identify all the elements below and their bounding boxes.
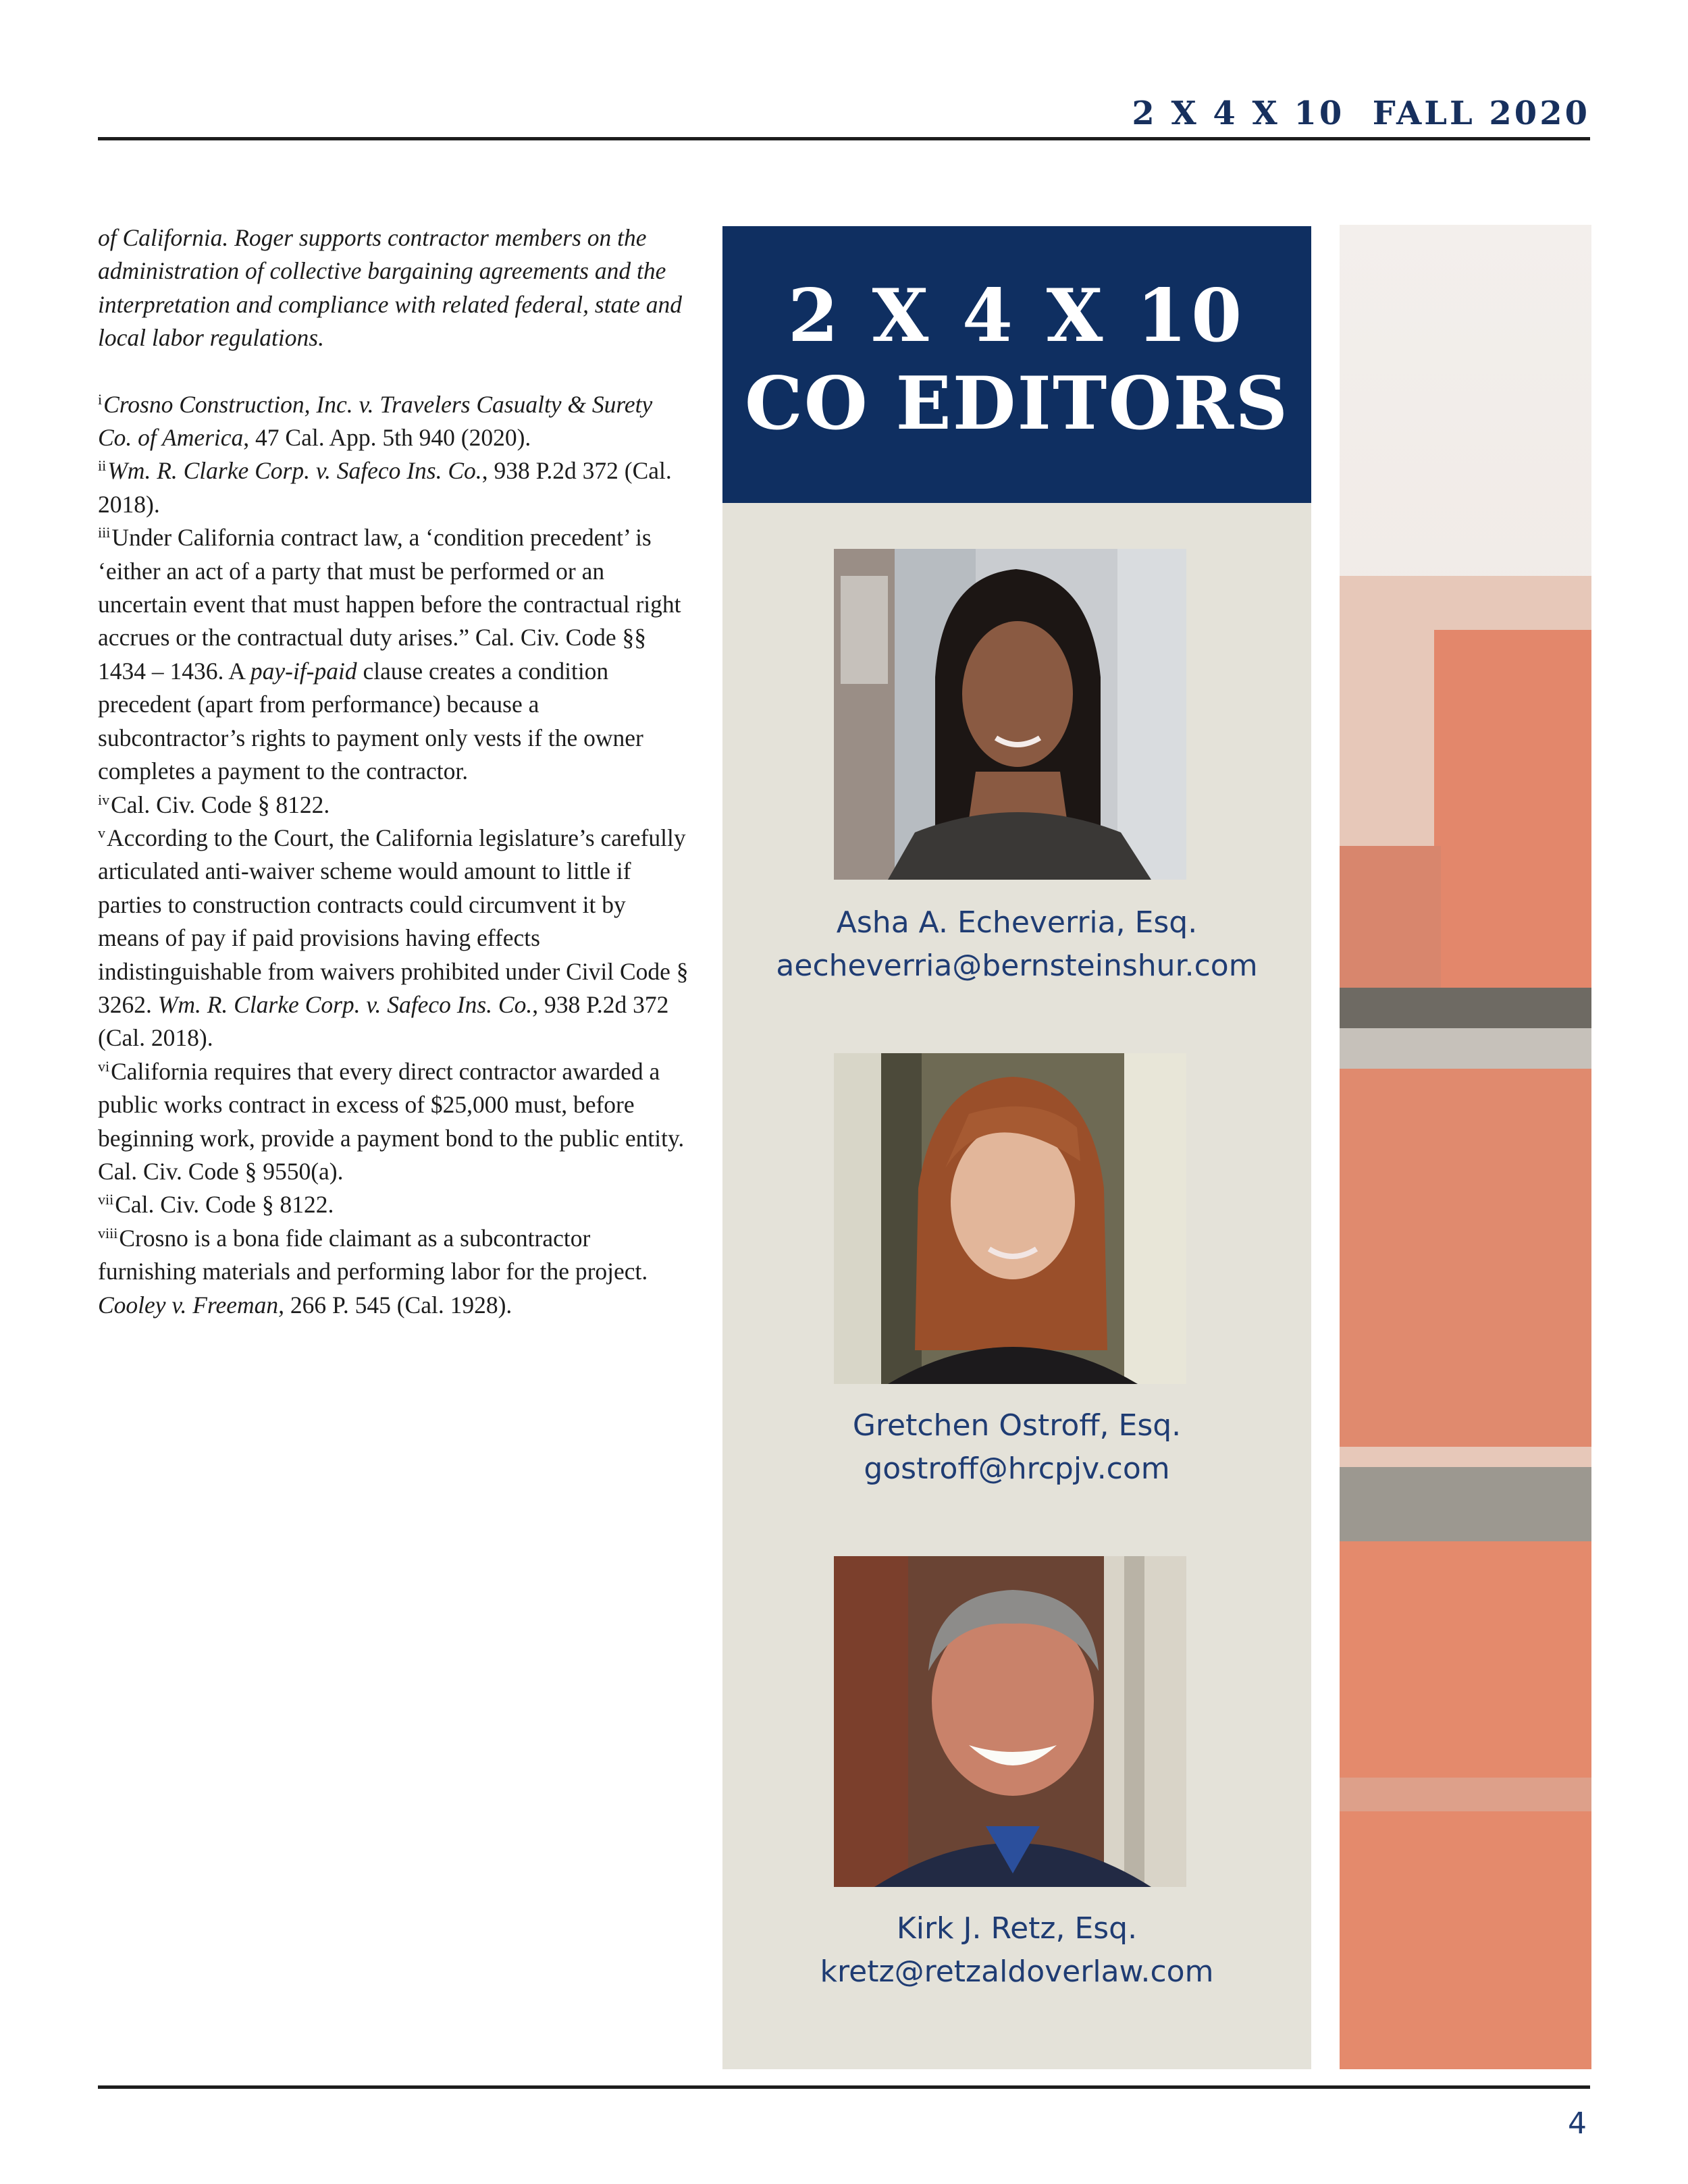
banner-title: 2 X 4 X 10 xyxy=(787,273,1246,358)
case-citation: Cooley v. Freeman, xyxy=(98,1291,285,1319)
editor-photo-ostroff xyxy=(834,1053,1186,1384)
endnote-marker: vii xyxy=(98,1191,114,1208)
editor-email[interactable]: aecheverria@bernsteinshur.com xyxy=(776,949,1258,983)
endnote-text: , 938 P.2d 372 (Cal. 2018). xyxy=(98,457,672,518)
endnote-ii xyxy=(98,454,692,521)
case-citation: Crosno Construction, Inc. v. Travelers Casualty & Surety Co. of America xyxy=(98,390,653,452)
co-editors-banner xyxy=(722,226,1311,503)
page-number: 4 xyxy=(1568,2106,1587,2141)
endnote-v xyxy=(98,822,692,1055)
endnote-text: California requires that every direct contractor awarded a public works contract in excess of $25,000 must, before beginning work, provide a payment bond to the public entity. Cal. Civ. Code § 9550(a). xyxy=(98,1057,685,1185)
header-rule xyxy=(98,137,1590,140)
editor-card-ostroff xyxy=(722,1404,1311,1491)
endnote-text: Cal. Civ. Code § 8122. xyxy=(111,791,330,818)
editor-name: Kirk J. Retz, Esq. xyxy=(896,1911,1138,1946)
endnote-vii xyxy=(98,1188,692,1221)
endnote-vi xyxy=(98,1055,692,1189)
endnote-marker: iii xyxy=(98,524,111,541)
footer-rule xyxy=(98,2085,1590,2089)
endnote-iv xyxy=(98,789,692,822)
endnote-text: According to the Court, the California legislature’s carefully articulated anti-waiver scheme would amount to little if parties to construction contracts could circumvent it by means of pay if paid provisions having effects indistinguishable from waivers prohibited under Civil Code § 3262. xyxy=(98,824,689,1018)
endnote-i xyxy=(98,388,692,455)
page-header xyxy=(98,95,1590,136)
editor-name: Asha A. Echeverria, Esq. xyxy=(836,905,1198,940)
brick-photo-strip xyxy=(1340,225,1591,2069)
editor-card-retz xyxy=(722,1907,1311,1994)
endnote-text: Under California contract law, a ‘condition precedent’ is ‘either an act of a party that must be performed or an uncertain event that must happen before the contractual right accrues or the contractual duty arises.” Cal. Civ. Code §§ 1434 – 1436. A xyxy=(98,524,681,685)
banner-subtitle: CO EDITORS xyxy=(744,361,1290,446)
endnote-text: Cal. Civ. Code § 8122. xyxy=(115,1191,334,1219)
case-citation: Wm. R. Clarke Corp. v. Safeco Ins. Co. xyxy=(157,990,533,1018)
article-column xyxy=(98,221,692,1322)
endnote-marker: viii xyxy=(98,1224,118,1242)
endnote-text: clause creates a condition precedent (apart from performance) because a subcontractor’s rights to payment only vests if the owner completes a payment to the contractor. xyxy=(98,657,643,785)
italic-term: pay-if-paid xyxy=(250,657,357,685)
endnote-text: Crosno is a bona fide claimant as a subcontractor furnishing materials and performing labor for the project. xyxy=(98,1224,648,1285)
co-editors-sidebar xyxy=(722,226,1311,2069)
endnote-text: , 47 Cal. App. 5th 940 (2020). xyxy=(243,424,531,452)
editor-card-echeverria xyxy=(722,901,1311,988)
endnote-iii xyxy=(98,521,692,788)
endnote-text: 266 P. 545 (Cal. 1928). xyxy=(284,1291,512,1319)
editor-name: Gretchen Ostroff, Esq. xyxy=(852,1408,1182,1443)
editor-email[interactable]: gostroff@hrcpjv.com xyxy=(864,1451,1170,1486)
endnote-marker: i xyxy=(98,390,103,408)
case-citation: Wm. R. Clarke Corp. v. Safeco Ins. Co. xyxy=(107,457,482,485)
endnote-marker: ii xyxy=(98,457,107,475)
editor-photo-echeverria xyxy=(834,549,1186,880)
editor-email[interactable]: kretz@retzaldoverlaw.com xyxy=(820,1954,1214,1989)
endnote-marker: iv xyxy=(98,791,110,808)
endnote-marker: vi xyxy=(98,1057,110,1075)
endnote-text: , 938 P.2d 372 (Cal. 2018). xyxy=(98,990,669,1052)
endnote-marker: v xyxy=(98,824,105,841)
issue-title: 2 X 4 X 10 FALL 2020 xyxy=(1132,95,1590,132)
endnote-viii xyxy=(98,1222,692,1322)
author-bio: of California. Roger supports contractor members on the administration of collective bargaining agreements and the interpretation and compliance with related federal, state and local labor regulations. xyxy=(98,224,683,352)
editor-photo-retz xyxy=(834,1556,1186,1887)
